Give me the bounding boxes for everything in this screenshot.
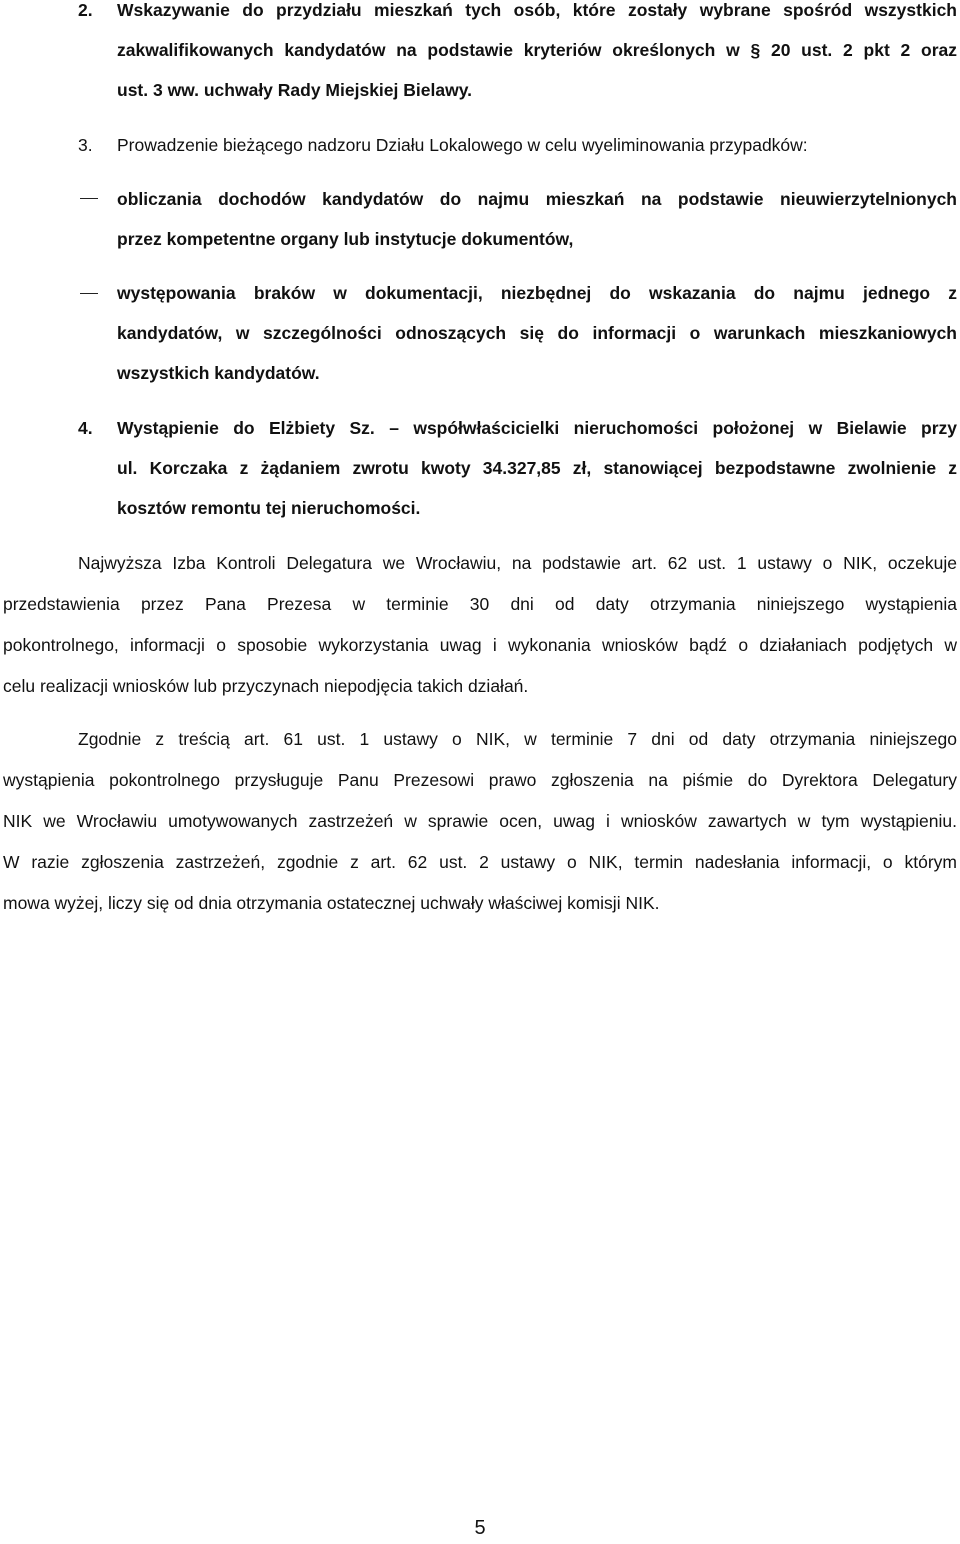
list-item-line: kosztów remontu tej nieruchomości. (117, 498, 421, 518)
bullet-line: obliczania dochodów kandydatów do najmu mieszkań na podstawie nieuwierzytelnionych (117, 189, 957, 209)
bullet-line: wszystkich kandydatów. (117, 363, 320, 383)
list-item-line: zakwalifikowanych kandydatów na podstawie kryteriów określonych w § 20 ust. 2 pkt 2 oraz (117, 40, 957, 60)
paragraph-line: Zgodnie z treścią art. 61 ust. 1 ustawy o NIK, w terminie 7 dni od daty otrzymania niniejszego (78, 729, 957, 749)
bullet-line: przez kompetentne organy lub instytucje dokumentów, (117, 229, 574, 249)
paragraph-line: pokontrolnego, informacji o sposobie wykorzystania uwag i wykonania wniosków bądź o działaniach podjętych w (3, 635, 957, 655)
list-number: 4. (78, 418, 93, 438)
paragraph-line: mowa wyżej, liczy się od dnia otrzymania ostatecznej uchwały właściwej komisji NIK. (3, 893, 660, 913)
list-number: 3. (78, 135, 93, 155)
dash-bullet (80, 198, 98, 199)
paragraph-line: Najwyższa Izba Kontroli Delegatura we Wrocławiu, na podstawie art. 62 ust. 1 ustawy o NIK, oczekuje (78, 553, 957, 573)
paragraph-line: NIK we Wrocławiu umotywowanych zastrzeżeń w sprawie ocen, uwag i wniosków zawartych w tym wystąpieniu. (3, 811, 957, 831)
bullet-line: występowania braków w dokumentacji, niezbędnej do wskazania do najmu jednego z (117, 283, 957, 303)
list-item-line: ul. Korczaka z żądaniem zwrotu kwoty 34.327,85 zł, stanowiącej bezpodstawne zwolnienie z (117, 458, 957, 478)
list-item-line: Wskazywanie do przydziału mieszkań tych osób, które zostały wybrane spośród wszystkich (117, 0, 957, 20)
list-item-line: Wystąpienie do Elżbiety Sz. – współwłaścicielki nieruchomości położonej w Bielawie przy (117, 418, 957, 438)
page-number: 5 (474, 1517, 486, 1539)
list-item-line: ust. 3 ww. uchwały Rady Miejskiej Bielawy. (117, 80, 472, 100)
paragraph-line: W razie zgłoszenia zastrzeżeń, zgodnie z art. 62 ust. 2 ustawy o NIK, termin nadesłania informacji, o którym (3, 852, 957, 872)
list-item-lead: Prowadzenie bieżącego nadzoru Działu Lokalowego w celu wyeliminowania przypadków: (117, 135, 808, 155)
paragraph-line: przedstawienia przez Pana Prezesa w terminie 30 dni od daty otrzymania niniejszego wystąpienia (3, 594, 957, 614)
bullet-line: kandydatów, w szczególności odnoszących się do informacji o warunkach mieszkaniowych (117, 323, 957, 343)
paragraph-line: wystąpienia pokontrolnego przysługuje Panu Prezesowi prawo zgłoszenia na piśmie do Dyrektora Delegatury (3, 770, 957, 790)
dash-bullet (80, 293, 98, 294)
paragraph-line: celu realizacji wniosków lub przyczynach niepodjęcia takich działań. (3, 676, 529, 696)
list-number: 2. (78, 0, 93, 20)
